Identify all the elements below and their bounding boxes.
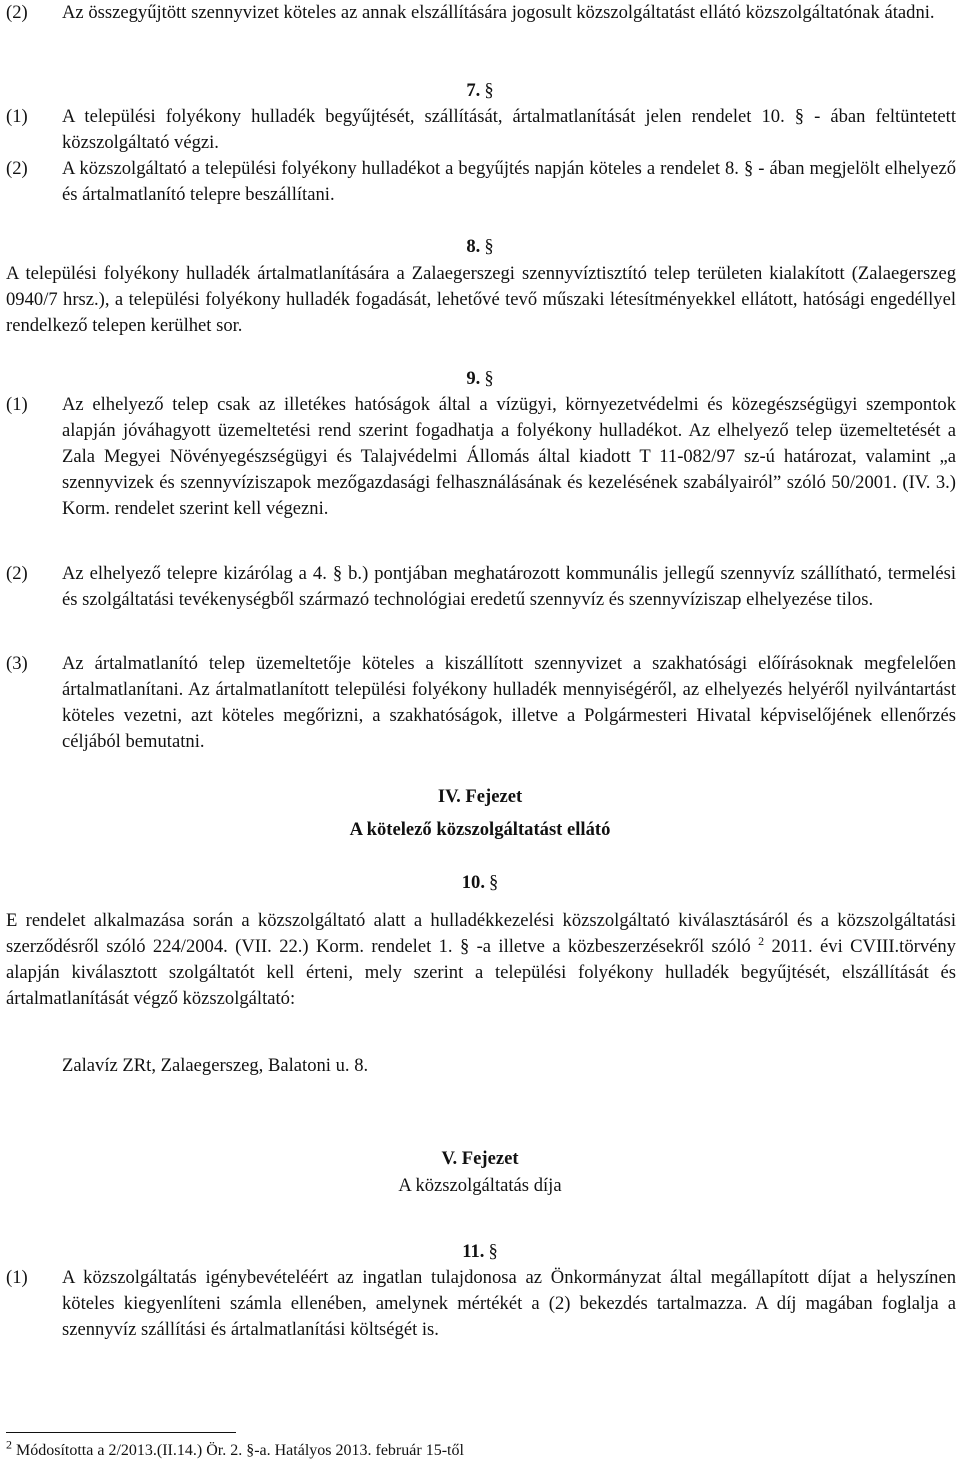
paragraph-9-1: [6, 392, 956, 522]
section-symbol: §: [488, 872, 499, 893]
section-number: 10.: [461, 872, 485, 893]
paragraph-8: A települési folyékony hulladék ártalmatlanítására a Zalaegerszegi szennyvíztisztító telep területen kialakított (Zalaegerszeg 0940/7 hrsz.), a települési folyékony hulladék fogadását, lehetővé tevő műszaki létesítményekkel ellátott, hatósági engedéllyel rendelkező telepen kerülhet sor.: [6, 263, 956, 336]
paragraph-number: (1): [6, 1267, 28, 1288]
paragraph-text: Az összegyűjtött szennyvizet köteles az annak elszállítására jogosult közszolgáltatást ellátó közszolgáltatónak átadni.: [62, 2, 935, 23]
section-symbol: §: [484, 368, 494, 389]
section-number: 8.: [466, 236, 481, 257]
footnote-text: Módosította a 2/2013.(II.14.) Ör. 2. §-a. Hatályos 2013. február 15-től: [16, 1442, 464, 1459]
paragraph-number: (2): [6, 563, 28, 584]
paragraph-7-1: [6, 104, 956, 156]
section-number: 11.: [462, 1241, 485, 1262]
paragraph-text-a: E rendelet alkalmazása során a közszolgáltató alatt a hulladékkezelési közszolgáltató kiválasztásáról és a közszolgáltatási szerződésről szóló 224/2004. (VII. 22.) Korm. rendelet 1. § -a illetve a közbeszerzésekről szóló: [6, 910, 956, 957]
section-heading-7: [0, 78, 960, 104]
paragraph-text: Az elhelyező telep csak az illetékes hatóságok által a vízügyi, környezetvédelmi és közegészségügyi szempontok alapján jóváhagyott üzemeltetési rend szerint fogadhatja a folyékony hulladékot. Az elhelyező telep üzemeltetését a Zala Megyei Növényegészségügyi és Talajvédelmi Állomás által kiadott T 11-082/97 sz-ú határozat, valamint „a szennyvizek és szennyvíziszapok mezőgazdasági felhasználásának és kezelésének szabályairól” szóló 50/2001. (IV. 3.) Korm. rendelet szerint kell végezni.: [62, 394, 956, 519]
paragraph-text: A települési folyékony hulladék begyűjtését, szállítását, ártalmatlanítását jelen rendelet 10. § - ában feltüntetett közszolgáltató végzi.: [62, 106, 956, 153]
footnote-reference[interactable]: 2: [758, 933, 765, 948]
paragraph-number: (1): [6, 394, 28, 415]
paragraph-9-3: [6, 651, 956, 755]
paragraph-text-b: 2011. évi CVIII.törvény alapján kiválasztott szolgáltatót kell érteni, mely szerint a települési folyékony hulladék begyűjtését, elszállítását és ártalmatlanítását végző közszolgáltató:: [6, 936, 956, 1009]
chapter-5-title: V. Fejezet: [441, 1148, 519, 1169]
section-symbol: §: [484, 236, 494, 257]
paragraph-text: A közszolgáltatás igénybevételéért az ingatlan tulajdonosa az Önkormányzat által megállapított díjat a helyszínen köteles kiegyenlíteni számla ellenében, amelynek mértékét a (2) bekezdés tartalmazza. A díj magában foglalja a szennyvíz szállítási és ártalmatlanítási költségét is.: [62, 1267, 956, 1340]
section-heading-10: [0, 870, 960, 896]
paragraph-7-2: [6, 156, 956, 208]
section-symbol: §: [484, 80, 494, 101]
paragraph-text: Az ártalmatlanító telep üzemeltetője köteles a kiszállított szennyvizet a szakhatósági előírásoknak megfelelően ártalmatlanítani. Az ártalmatlanított települési folyékony hulladék mennyiségéről, az elhelyezés helyéről nyilvántartást köteles vezetni, azt köteles megőrizni, a szakhatóságok, illetve a Polgármesteri Hivatal képviselőjének ellenőrzés céljából bemutatni.: [62, 653, 956, 752]
chapter-4-title: IV. Fejezet: [437, 786, 523, 807]
paragraph-10: [6, 908, 956, 1012]
footnote: [6, 1437, 464, 1461]
service-provider: Zalavíz ZRt, Zalaegerszeg, Balatoni u. 8.: [62, 1055, 369, 1076]
paragraph-number: (3): [6, 653, 28, 674]
paragraph-text: Az elhelyező telepre kizárólag a 4. § b.) pontjában meghatározott kommunális jellegű szennyvíz szállítható, termelési és szolgáltatási tevékenységből származó technológiai eredetű szennyvíz és szennyvíziszap elhelyezése tilos.: [62, 563, 956, 610]
paragraph-9-2: [6, 561, 956, 613]
section-symbol: §: [488, 1241, 498, 1262]
paragraph-11-1: [6, 1265, 956, 1343]
paragraph-text: A közszolgáltató a települési folyékony hulladékot a begyűjtés napján köteles a rendelet 8. § - ában megjelölt elhelyező és ártalmatlanító telepre beszállítani.: [62, 158, 956, 205]
section-heading-11: [0, 1239, 960, 1265]
section-number: 7.: [466, 80, 481, 101]
chapter-4-subtitle: A kötelező közszolgáltatást ellátó: [349, 819, 611, 840]
paragraph-number: (2): [6, 2, 28, 23]
chapter-5-subtitle: A közszolgáltatás díja: [398, 1175, 562, 1196]
footnote-separator: [6, 1432, 236, 1433]
section-number: 9.: [466, 368, 481, 389]
section-heading-9: [0, 366, 960, 392]
section-heading-8: [0, 234, 960, 260]
paragraph-number: (1): [6, 106, 28, 127]
paragraph-number: (2): [6, 158, 28, 179]
footnote-number: 2: [6, 1437, 12, 1452]
paragraph-7-prev-2: [6, 0, 956, 26]
